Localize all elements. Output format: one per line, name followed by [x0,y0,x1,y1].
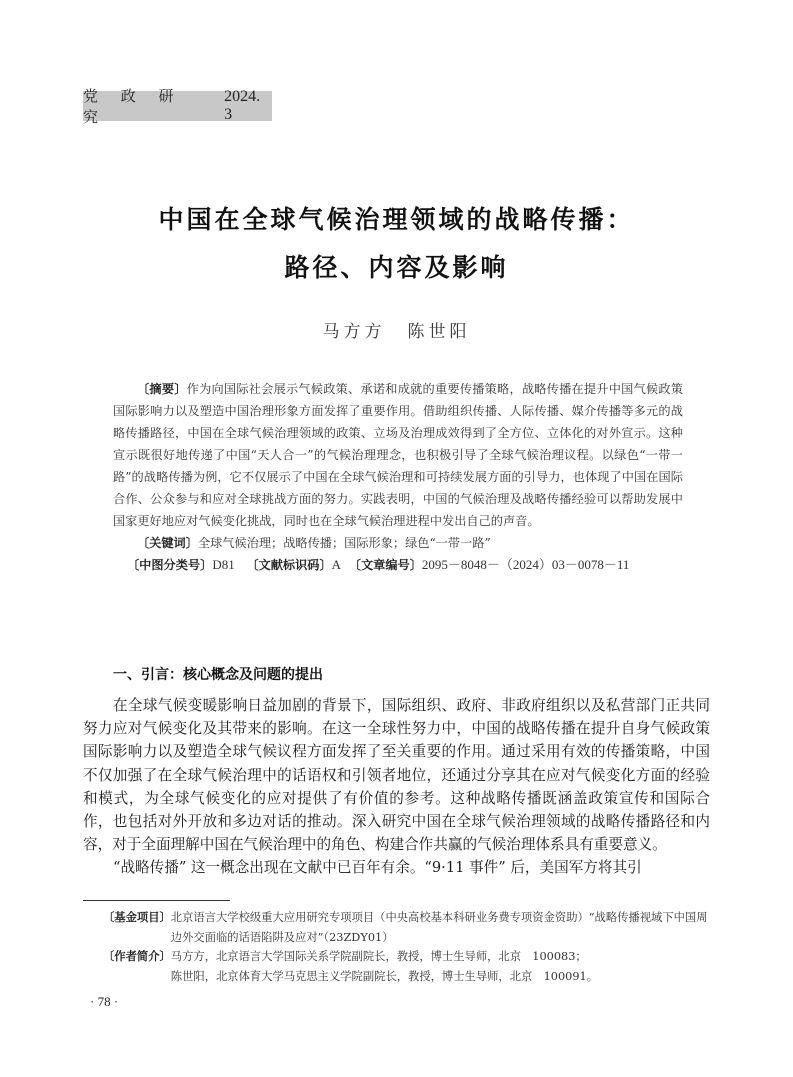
author-info-label: 〔作者简介〕 [103,950,171,963]
body-paragraph: 在全球气候变暖影响日益加剧的背景下，国际组织、政府、非政府组织以及私营部门正共同努力应对气候变化及其带来的影响。在这一全球性努力中，中国的战略传播在提升自身气候政策国际影响力以及塑造全球气候议程方面发挥了至关重要的作用。通过采用有效的传播策略，中国不仅加强了在全球气候治理中的话语权和引领者地位，还通过分享其在应对气候变化方面的经验和模式，为全球气候变化的应对提供了有价值的参考。这种战略传播既涵盖政策宣传和国际合作，也包括对外开放和多边对话的推动。深入研究中国在全球气候治理领域的战略传播路径和内容，对于全面理解中国在气候治理中的角色、构建合作共赢的气候治理体系具有重要意义。 [83,697,710,854]
body-text [83,694,710,880]
author-info-line: 马方方，北京语言大学国际关系学院副院长，教授，博士生导师，北京 100083； [170,950,587,963]
section-heading: 一、引言：核心概念及问题的提出 [113,667,323,683]
clc-label: 〔中图分类号〕 [127,558,213,572]
fund-footnote [103,908,713,947]
fund-text: 北京语言大学校级重大应用研究专项项目（中央高校基本科研业务费专项资金资助）“战略传播视域下中国周边外交面临的话语陷阱及应对”（23ZDY01） [170,911,708,944]
doc-code-value: A [331,557,342,572]
journal-name: 党 政 研 究 [83,87,183,126]
author-name: 陈世阳 [407,322,471,342]
author-info-line: 陈世阳，北京体育大学马克思主义学院副院长，教授，博士生导师，北京 100091。 [170,969,599,983]
clc-value: D81 [212,557,235,572]
article-title-line1: 中国在全球气候治理领域的战略传播： [158,205,635,234]
footnotes [103,908,713,986]
article-no-label: 〔文章编号〕 [348,558,422,572]
page-number: · 78 · [90,994,119,1009]
article-title-line2: 路径、内容及影响 [284,253,509,282]
article-no-value: 2095－8048－（2024）03－0078－11 [421,557,630,572]
abstract-text: 作为向国际社会展示气候政策、承诺和成就的重要传播策略，战略传播在提升中国气候政策国际影响力以及塑造中国治理形象方面发挥了重要作用。借助组织传播、人际传播、媒介传播等多元的战略传播路径，中国在全球气候治理领域的政策、立场及治理成效得到了全方位、立体化的对外宣示。这种宣示既很好地传递了中国“天人合一”的气候治理理念，也积极引导了全球气候治理议程。以绿色“一带一路”的战略传播为例，它不仅展示了中国在全球气候治理和可持续发展方面的引导力，也体现了中国在国际合作、公众参与和应对全球挑战方面的努力。实践表明，中国的气候治理及战略传播经验可以帮助发展中国家更好地应对气候变化挑战，同时也在全球气候治理进程中发出自己的声音。 [113,382,684,528]
journal-issue: 2024. 3 [224,88,261,123]
abstract-paragraph [113,378,683,532]
keywords-line [113,532,683,554]
keywords-text: 全球气候治理；战略传播；国际形象；绿色“一带一路” [197,536,491,550]
author-info [171,947,713,986]
abstract-block [113,378,683,576]
author-footnote [103,947,713,986]
author-list [0,317,793,342]
author-name: 马方方 [322,322,386,342]
footnote-divider [83,900,230,901]
doc-code-label: 〔文献标识码〕 [246,558,332,572]
journal-header-tag [83,87,272,126]
abstract-label: 〔摘要〕 [137,382,187,396]
classification-line [113,554,683,576]
body-paragraph: “战略传播” 这一概念出现在文献中已百年有余。“9·11 事件” 后，美国军方将其引 [113,859,642,877]
keywords-label: 〔关键词〕 [137,536,198,550]
fund-label: 〔基金项目〕 [103,911,171,924]
